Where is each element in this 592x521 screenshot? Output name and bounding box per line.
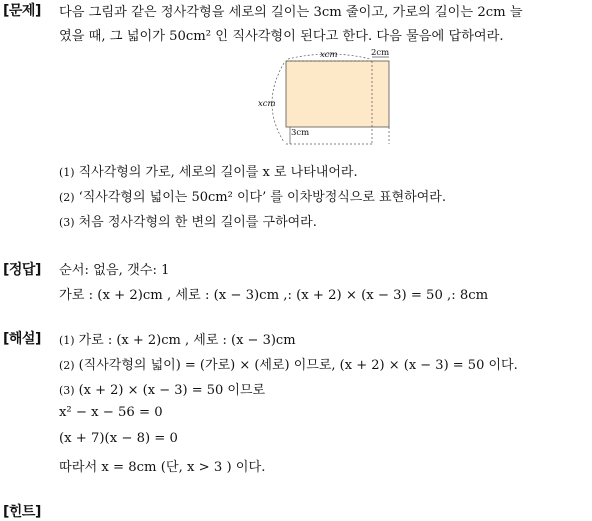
explanation-step-3 xyxy=(59,379,265,398)
rectangle-figure xyxy=(250,44,410,154)
question-1 xyxy=(59,161,358,180)
hint-label: [힌트] xyxy=(3,504,41,520)
answer-line2: 가로 : (x + 2)cm , 세로 : (x − 3)cm ,: (x + 2) × (x − 3) = 50 ,: 8cm xyxy=(59,288,489,303)
answer-label: [정답] xyxy=(3,262,41,278)
answer-line1: 순서: 없음, 갯수: 1 xyxy=(59,263,170,278)
explanation-step-1-number: (1) xyxy=(59,334,75,347)
explanation-step-2 xyxy=(59,354,518,373)
left-label: xcm xyxy=(258,99,276,109)
explanation-label: [해설] xyxy=(3,331,41,347)
explanation-step-3-number: (3) xyxy=(59,384,75,397)
problem-text-line1: 다음 그림과 같은 정사각형을 세로의 길이는 3cm 줄이고, 가로의 길이는 2cm 늘 xyxy=(59,5,523,20)
explanation-equation-1: x² − x − 56 = 0 xyxy=(59,405,163,420)
question-2-text: ‘직사각형의 넓이는 50cm² 이다’ 를 이차방정식으로 표현하여라. xyxy=(78,190,446,205)
explanation-equation-2: (x + 7)(x − 8) = 0 xyxy=(59,431,178,446)
question-3-text: 처음 정사각형의 한 변의 길이를 구하여라. xyxy=(78,215,317,230)
explanation-step-2-number: (2) xyxy=(59,359,75,372)
question-2-number: (2) xyxy=(59,191,75,204)
question-1-number: (1) xyxy=(59,166,75,179)
question-2 xyxy=(59,186,446,205)
explanation-conclusion: 따라서 x = 8cm (단, x > 3 ) 이다. xyxy=(59,460,266,475)
rectangle-shape xyxy=(286,61,389,127)
explanation-step-1-text: 가로 : (x + 2)cm , 세로 : (x − 3)cm xyxy=(78,333,296,348)
top-label: xcm xyxy=(320,50,338,60)
explanation-step-3-text: (x + 2) × (x − 3) = 50 이므로 xyxy=(78,383,266,398)
question-1-text: 직사각형의 가로, 세로의 길이를 x 로 나타내어라. xyxy=(78,165,358,180)
top-right-label: 2cm xyxy=(371,48,390,58)
question-3 xyxy=(59,211,317,230)
question-3-number: (3) xyxy=(59,216,75,229)
problem-text-line2: 였을 때, 그 넓이가 50cm² 인 직사각형이 된다고 한다. 다음 물음에 답하여라. xyxy=(59,29,504,44)
explanation-step-1 xyxy=(59,329,296,348)
problem-label: [문제] xyxy=(3,3,41,19)
bottom-label: 3cm xyxy=(291,128,310,138)
explanation-step-2-text: (직사각형의 넓이) = (가로) × (세로) 이므로, (x + 2) × (x − 3) = 50 이다. xyxy=(78,358,518,373)
